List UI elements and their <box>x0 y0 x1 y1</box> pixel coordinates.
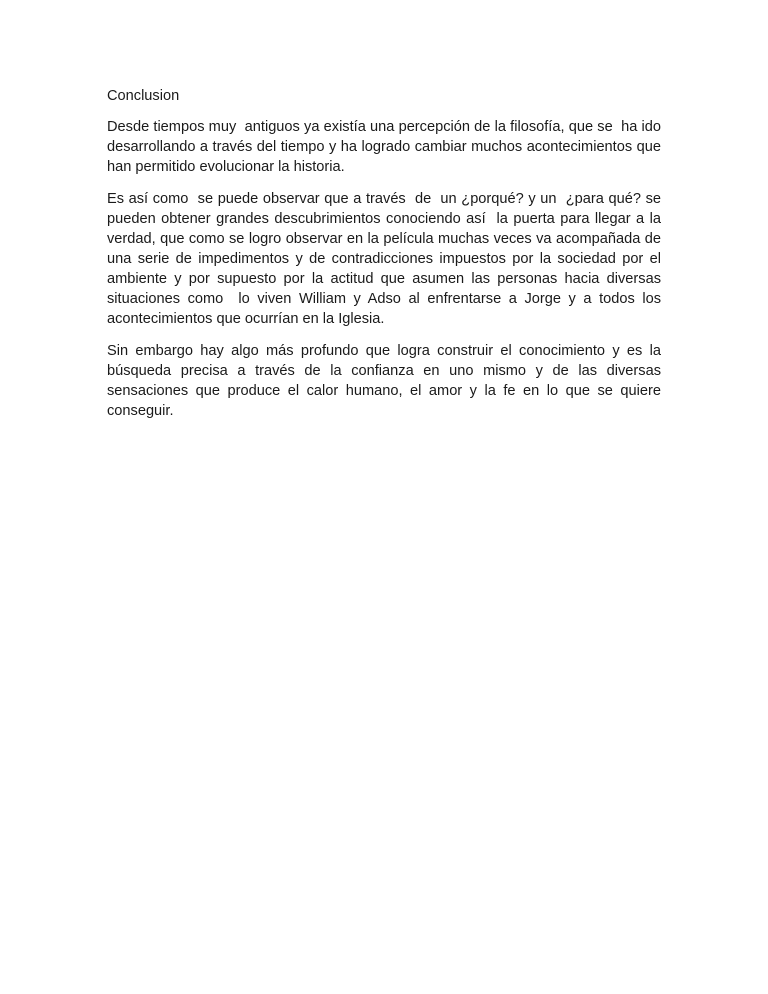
document-title: Conclusion <box>107 88 180 104</box>
document-body <box>107 86 666 433</box>
paragraph-2: Es así como se puede observar que a través de un ¿porqué? y un ¿para qué? se pueden obtener grandes descubrimientos conociendo así la puerta para llegar a la verdad, que como se logro observar en la película muchas veces va acompañada de una serie de impedimentos y de contradicciones impuestos por la sociedad por el ambiente y por supuesto por la actitud que asumen las personas hacia diversas situaciones como lo viven William y Adso al enfrentarse a Jorge y a todos los acontecimientos que ocurrían en la Iglesia. <box>107 191 666 327</box>
paragraph-1: Desde tiempos muy antiguos ya existía una percepción de la filosofía, que se ha ido desarrollando a través del tiempo y ha logrado cambiar muchos acontecimientos que han permitido evolucionar la historia. <box>107 119 666 175</box>
paragraph-3: Sin embargo hay algo más profundo que logra construir el conocimiento y es la búsqueda precisa a través de la confianza en uno mismo y de las diversas sensaciones que produce el calor humano, el amor y la fe en lo que se quiere conseguir. <box>107 343 666 419</box>
